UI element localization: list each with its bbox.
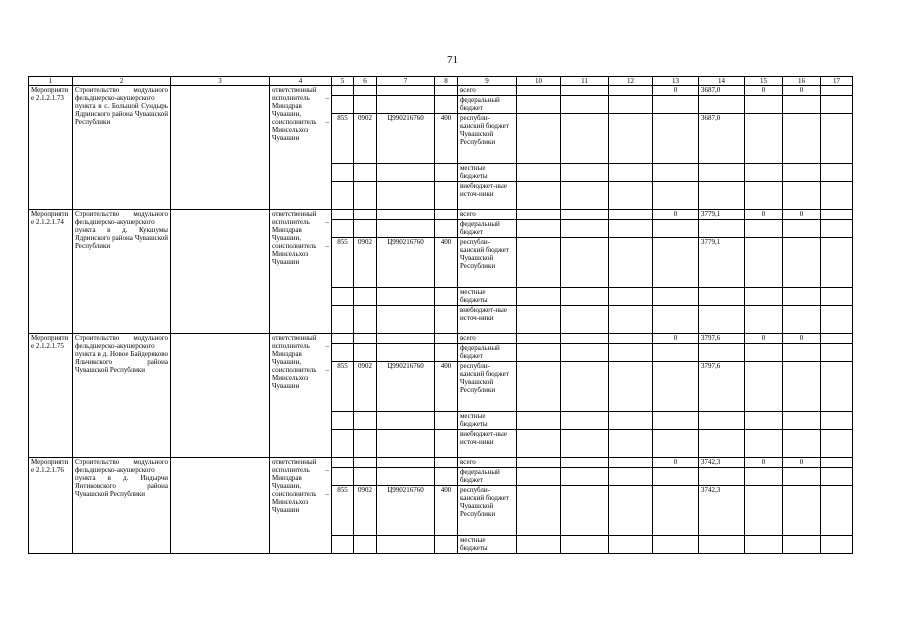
empty-cell <box>377 288 435 306</box>
empty-cell <box>377 430 435 458</box>
empty-cell <box>821 458 853 468</box>
empty-cell <box>821 306 853 334</box>
empty-cell <box>517 344 561 362</box>
empty-cell <box>517 182 561 210</box>
column-number: 5 <box>332 77 354 86</box>
funding-source: всего <box>458 458 517 468</box>
empty-cell <box>821 468 853 486</box>
empty-cell <box>745 344 783 362</box>
empty-cell <box>699 288 745 306</box>
expense-type-code: 400 <box>435 114 458 164</box>
measure-id: Мероприятие 2.1.2.1.73 <box>29 86 73 210</box>
empty-cell <box>517 334 561 344</box>
empty-cell <box>561 536 609 554</box>
empty-cell <box>332 344 354 362</box>
empty-cell <box>699 344 745 362</box>
republic-budget-value: 3742,3 <box>699 486 745 536</box>
empty-cell <box>609 344 653 362</box>
empty-cell <box>517 114 561 164</box>
column-number: 8 <box>435 77 458 86</box>
empty-cell <box>821 430 853 458</box>
empty-cell <box>653 182 699 210</box>
empty-cell <box>354 430 377 458</box>
empty-cell <box>653 536 699 554</box>
column-number: 9 <box>458 77 517 86</box>
empty-cell <box>609 468 653 486</box>
value-col-13: 0 <box>653 334 699 344</box>
funding-source: федеральный бюджет <box>458 96 517 114</box>
empty-cell <box>699 468 745 486</box>
target-item-code: Ц990216760 <box>377 362 435 412</box>
empty-cell <box>609 458 653 468</box>
empty-cell <box>745 238 783 288</box>
empty-cell <box>354 458 377 468</box>
empty-cell <box>517 96 561 114</box>
funding-source: федеральный бюджет <box>458 468 517 486</box>
empty-cell <box>561 182 609 210</box>
empty-cell <box>821 288 853 306</box>
empty-cell <box>653 468 699 486</box>
target-item-code: Ц990216760 <box>377 114 435 164</box>
empty-cell <box>821 486 853 536</box>
total-value: 3779,1 <box>699 210 745 220</box>
grbs-code: 855 <box>332 114 354 164</box>
empty-cell <box>377 220 435 238</box>
empty-cell <box>435 210 458 220</box>
empty-cell <box>609 412 653 430</box>
empty-cell <box>653 362 699 412</box>
empty-cell <box>699 430 745 458</box>
empty-cell <box>561 306 609 334</box>
target-item-code: Ц990216760 <box>377 238 435 288</box>
funding-source: внебюджет-ные источ-ники <box>458 182 517 210</box>
empty-cell <box>783 430 821 458</box>
empty-cell <box>609 96 653 114</box>
total-value: 3687,0 <box>699 86 745 96</box>
empty-cell <box>609 362 653 412</box>
column-number: 3 <box>171 77 270 86</box>
column-number: 7 <box>377 77 435 86</box>
grbs-code: 855 <box>332 486 354 536</box>
empty-cell <box>517 306 561 334</box>
empty-cell <box>561 164 609 182</box>
empty-cell <box>561 210 609 220</box>
executor: ответственный исполнитель – Минздрав Чувашии, соисполнитель – Минсельхоз Чувашии <box>270 458 332 554</box>
empty-cell <box>821 220 853 238</box>
empty-cell <box>745 182 783 210</box>
executor: ответственный исполнитель – Минздрав Чувашии, соисполнитель – Минсельхоз Чувашии <box>270 210 332 334</box>
empty-cell <box>435 430 458 458</box>
column-number: 1 <box>29 77 73 86</box>
executor: ответственный исполнитель – Минздрав Чувашии, соисполнитель – Минсельхоз Чувашии <box>270 334 332 458</box>
empty-cell <box>653 306 699 334</box>
empty-cell <box>609 306 653 334</box>
empty-cell <box>435 288 458 306</box>
empty-cell <box>517 220 561 238</box>
empty-cell <box>377 164 435 182</box>
empty-cell <box>332 458 354 468</box>
funding-source: республи-канский бюджет Чувашской Республики <box>458 238 517 288</box>
funding-source: федеральный бюджет <box>458 220 517 238</box>
table-row <box>29 210 853 220</box>
value-col-16: 0 <box>783 210 821 220</box>
empty-cell <box>821 164 853 182</box>
empty-cell <box>699 306 745 334</box>
program-table <box>28 76 853 554</box>
empty-cell <box>332 96 354 114</box>
empty-cell <box>745 306 783 334</box>
section-code: 0902 <box>354 362 377 412</box>
funding-source: республи-канский бюджет Чувашской Республики <box>458 486 517 536</box>
empty-cell <box>653 114 699 164</box>
empty-cell <box>332 412 354 430</box>
empty-cell <box>745 96 783 114</box>
empty-cell <box>354 536 377 554</box>
measure-name: Строительство модульного фельдшерско-акушерского пункта в с. Большой Сундырь Ядринского района Чувашской Республики <box>73 86 171 210</box>
value-col-15: 0 <box>745 86 783 96</box>
funding-source: всего <box>458 86 517 96</box>
total-value: 3797,6 <box>699 334 745 344</box>
empty-cell <box>332 430 354 458</box>
empty-cell <box>517 468 561 486</box>
empty-cell <box>783 306 821 334</box>
empty-cell <box>609 114 653 164</box>
column-number: 13 <box>653 77 699 86</box>
measure-id: Мероприятие 2.1.2.1.75 <box>29 334 73 458</box>
measure-id: Мероприятие 2.1.2.1.74 <box>29 210 73 334</box>
empty-cell <box>783 164 821 182</box>
empty-cell <box>377 182 435 210</box>
funding-source: внебюджет-ные источ-ники <box>458 306 517 334</box>
empty-cell <box>699 220 745 238</box>
column-number: 16 <box>783 77 821 86</box>
empty-cell <box>783 220 821 238</box>
empty-cell <box>783 96 821 114</box>
value-col-16: 0 <box>783 334 821 344</box>
funding-source: местные бюджеты <box>458 164 517 182</box>
empty-cell <box>435 86 458 96</box>
empty-col-3 <box>171 458 270 554</box>
value-col-16: 0 <box>783 86 821 96</box>
empty-cell <box>699 164 745 182</box>
expense-type-code: 400 <box>435 486 458 536</box>
empty-cell <box>821 96 853 114</box>
empty-cell <box>821 362 853 412</box>
section-code: 0902 <box>354 238 377 288</box>
funding-source: местные бюджеты <box>458 536 517 554</box>
section-code: 0902 <box>354 114 377 164</box>
value-col-13: 0 <box>653 86 699 96</box>
empty-cell <box>377 344 435 362</box>
empty-cell <box>561 412 609 430</box>
funding-source: местные бюджеты <box>458 288 517 306</box>
empty-cell <box>377 334 435 344</box>
column-number: 2 <box>73 77 171 86</box>
empty-cell <box>332 288 354 306</box>
empty-cell <box>561 288 609 306</box>
empty-cell <box>435 96 458 114</box>
empty-cell <box>609 334 653 344</box>
funding-source: республи-канский бюджет Чувашской Республики <box>458 362 517 412</box>
empty-cell <box>609 86 653 96</box>
column-number-row <box>29 77 853 86</box>
empty-cell <box>609 164 653 182</box>
empty-cell <box>745 362 783 412</box>
executor: ответственный исполнитель – Минздрав Чувашии, соисполнитель – Минсельхоз Чувашии <box>270 86 332 210</box>
empty-cell <box>435 220 458 238</box>
target-item-code: Ц990216760 <box>377 486 435 536</box>
empty-cell <box>745 430 783 458</box>
empty-cell <box>561 220 609 238</box>
empty-cell <box>517 238 561 288</box>
empty-cell <box>783 182 821 210</box>
value-col-15: 0 <box>745 458 783 468</box>
measure-name: Строительство модульного фельдшерско-акушерского пункта в д. Новое Байдеряково Яльчикского района Чувашской Республики <box>73 334 171 458</box>
empty-cell <box>354 164 377 182</box>
empty-cell <box>561 86 609 96</box>
column-number: 4 <box>270 77 332 86</box>
empty-cell <box>517 288 561 306</box>
empty-cell <box>354 306 377 334</box>
empty-cell <box>354 86 377 96</box>
grbs-code: 855 <box>332 362 354 412</box>
value-col-15: 0 <box>745 210 783 220</box>
page-number: 71 <box>447 54 458 66</box>
column-number: 12 <box>609 77 653 86</box>
empty-cell <box>653 96 699 114</box>
empty-cell <box>609 536 653 554</box>
funding-source: республи-канский бюджет Чувашской Республики <box>458 114 517 164</box>
empty-cell <box>821 344 853 362</box>
value-col-16: 0 <box>783 458 821 468</box>
empty-cell <box>377 86 435 96</box>
republic-budget-value: 3797,6 <box>699 362 745 412</box>
measure-name: Строительство модульного фельдшерско-акушерского пункта в д. Кукшумы Ядринского района Чувашской Республики <box>73 210 171 334</box>
empty-cell <box>783 288 821 306</box>
empty-cell <box>377 96 435 114</box>
column-number: 6 <box>354 77 377 86</box>
empty-cell <box>435 164 458 182</box>
empty-cell <box>821 114 853 164</box>
expense-type-code: 400 <box>435 362 458 412</box>
empty-cell <box>699 536 745 554</box>
empty-cell <box>354 468 377 486</box>
funding-source: всего <box>458 210 517 220</box>
republic-budget-value: 3687,0 <box>699 114 745 164</box>
column-number: 17 <box>821 77 853 86</box>
funding-source: федеральный бюджет <box>458 344 517 362</box>
empty-cell <box>609 486 653 536</box>
empty-cell <box>609 210 653 220</box>
empty-cell <box>332 164 354 182</box>
empty-cell <box>783 486 821 536</box>
funding-source: всего <box>458 334 517 344</box>
empty-cell <box>653 288 699 306</box>
empty-cell <box>354 334 377 344</box>
funding-source: внебюджет-ные источ-ники <box>458 430 517 458</box>
empty-cell <box>561 114 609 164</box>
empty-cell <box>653 344 699 362</box>
empty-cell <box>517 362 561 412</box>
value-col-13: 0 <box>653 458 699 468</box>
empty-cell <box>821 182 853 210</box>
empty-cell <box>783 238 821 288</box>
empty-cell <box>332 182 354 210</box>
empty-cell <box>354 288 377 306</box>
empty-cell <box>561 334 609 344</box>
empty-cell <box>435 306 458 334</box>
table-row <box>29 334 853 344</box>
empty-cell <box>354 344 377 362</box>
empty-cell <box>435 182 458 210</box>
empty-cell <box>821 412 853 430</box>
empty-cell <box>609 182 653 210</box>
empty-cell <box>377 210 435 220</box>
empty-cell <box>783 468 821 486</box>
empty-cell <box>653 486 699 536</box>
empty-cell <box>821 210 853 220</box>
empty-cell <box>783 412 821 430</box>
empty-cell <box>821 536 853 554</box>
empty-col-3 <box>171 86 270 210</box>
empty-cell <box>354 220 377 238</box>
empty-cell <box>517 412 561 430</box>
empty-cell <box>332 306 354 334</box>
empty-cell <box>745 288 783 306</box>
empty-cell <box>332 220 354 238</box>
empty-cell <box>561 430 609 458</box>
empty-cell <box>821 86 853 96</box>
empty-cell <box>699 182 745 210</box>
empty-cell <box>332 334 354 344</box>
empty-cell <box>561 238 609 288</box>
empty-cell <box>332 536 354 554</box>
empty-cell <box>609 430 653 458</box>
grbs-code: 855 <box>332 238 354 288</box>
empty-cell <box>354 210 377 220</box>
empty-cell <box>745 220 783 238</box>
empty-cell <box>435 458 458 468</box>
empty-cell <box>609 288 653 306</box>
measure-name: Строительство модульного фельдшерско-акушерского пункта в д. Индырчи Янтиковского района Чувашской Республики <box>73 458 171 554</box>
empty-cell <box>653 220 699 238</box>
empty-cell <box>435 344 458 362</box>
empty-cell <box>435 412 458 430</box>
empty-cell <box>561 468 609 486</box>
funding-source: местные бюджеты <box>458 412 517 430</box>
empty-cell <box>517 486 561 536</box>
empty-cell <box>699 412 745 430</box>
empty-cell <box>745 164 783 182</box>
empty-cell <box>561 344 609 362</box>
empty-cell <box>435 334 458 344</box>
empty-cell <box>609 220 653 238</box>
empty-cell <box>745 468 783 486</box>
empty-cell <box>561 362 609 412</box>
empty-cell <box>783 344 821 362</box>
empty-cell <box>745 114 783 164</box>
empty-cell <box>354 96 377 114</box>
empty-cell <box>435 468 458 486</box>
empty-col-3 <box>171 210 270 334</box>
empty-cell <box>653 164 699 182</box>
empty-cell <box>821 334 853 344</box>
empty-cell <box>783 362 821 412</box>
empty-cell <box>377 306 435 334</box>
empty-cell <box>517 430 561 458</box>
section-code: 0902 <box>354 486 377 536</box>
empty-cell <box>745 536 783 554</box>
empty-cell <box>377 412 435 430</box>
column-number: 11 <box>561 77 609 86</box>
empty-cell <box>517 164 561 182</box>
empty-cell <box>609 238 653 288</box>
measure-id: Мероприятие 2.1.2.1.76 <box>29 458 73 554</box>
empty-cell <box>517 210 561 220</box>
total-value: 3742,3 <box>699 458 745 468</box>
column-number: 10 <box>517 77 561 86</box>
empty-cell <box>699 96 745 114</box>
table-row <box>29 458 853 468</box>
empty-cell <box>783 114 821 164</box>
empty-cell <box>561 486 609 536</box>
empty-cell <box>332 86 354 96</box>
empty-cell <box>332 210 354 220</box>
empty-cell <box>354 412 377 430</box>
empty-cell <box>377 536 435 554</box>
expense-type-code: 400 <box>435 238 458 288</box>
empty-cell <box>821 238 853 288</box>
column-number: 14 <box>699 77 745 86</box>
empty-cell <box>354 182 377 210</box>
empty-cell <box>561 96 609 114</box>
table-row <box>29 86 853 96</box>
empty-cell <box>517 536 561 554</box>
column-number: 15 <box>745 77 783 86</box>
empty-cell <box>377 458 435 468</box>
empty-cell <box>435 536 458 554</box>
value-col-13: 0 <box>653 210 699 220</box>
empty-cell <box>783 536 821 554</box>
empty-cell <box>517 86 561 96</box>
empty-col-3 <box>171 334 270 458</box>
empty-cell <box>332 468 354 486</box>
republic-budget-value: 3779,1 <box>699 238 745 288</box>
empty-cell <box>745 486 783 536</box>
empty-cell <box>517 458 561 468</box>
value-col-15: 0 <box>745 334 783 344</box>
empty-cell <box>561 458 609 468</box>
empty-cell <box>745 412 783 430</box>
empty-cell <box>653 430 699 458</box>
empty-cell <box>653 412 699 430</box>
empty-cell <box>377 468 435 486</box>
empty-cell <box>653 238 699 288</box>
